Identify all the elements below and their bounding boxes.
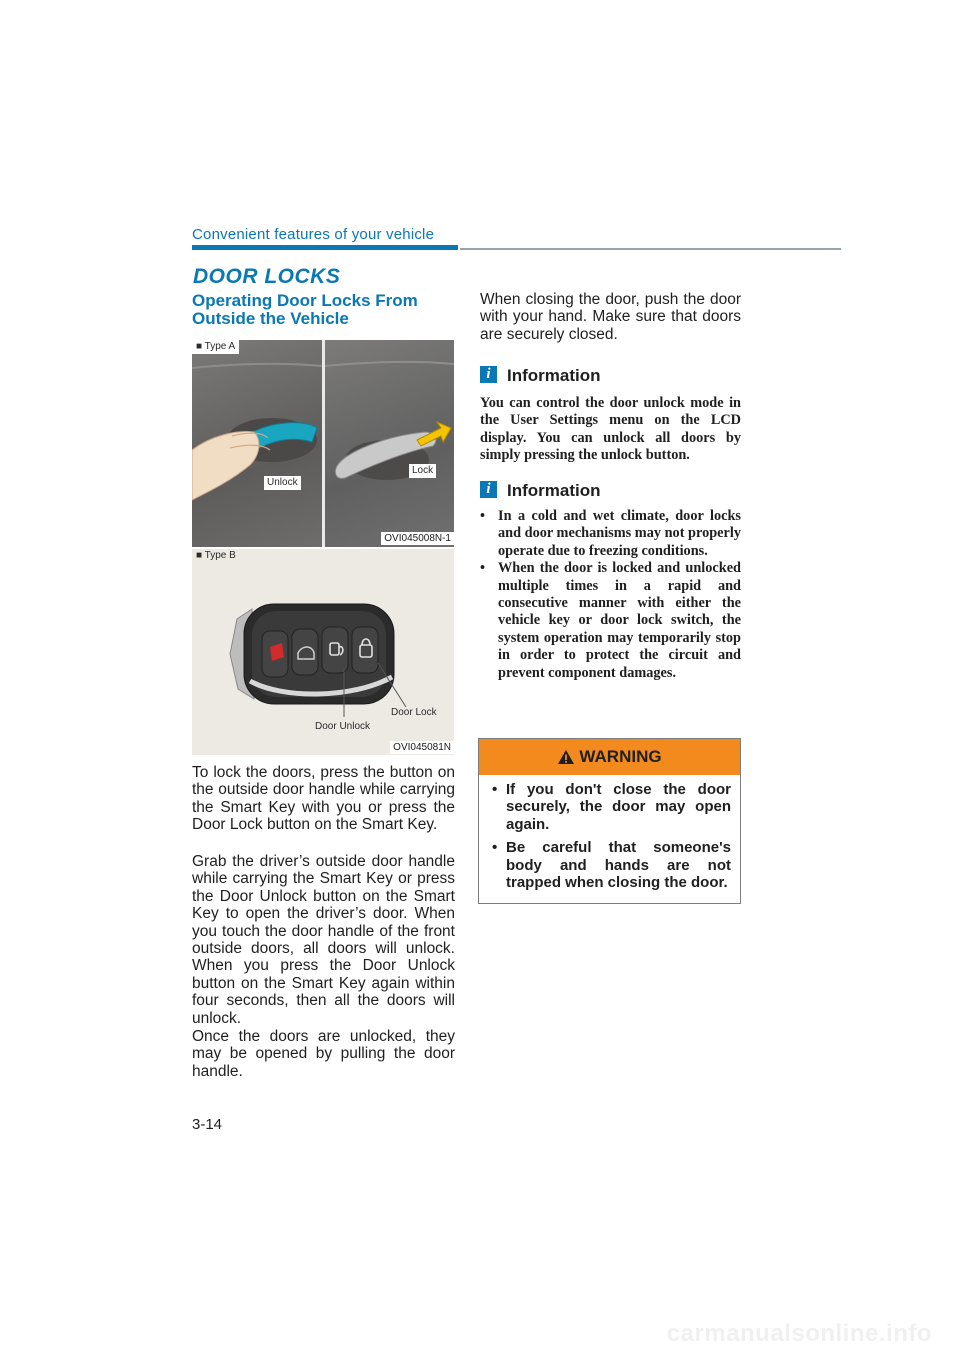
header-rule-blue — [192, 245, 458, 250]
list-item: • When the door is locked and unlocked multiple times in a rapid and consecutive manner with either the vehicle key or door lock switch, the system operation may temporarily stop in order to protect the circuit and prevent component damages. — [480, 560, 741, 681]
warning-header — [479, 739, 740, 775]
warning-triangle-icon — [557, 749, 575, 765]
door-handle-unlock-illustration — [192, 340, 322, 547]
bullet-dot-icon: • — [480, 560, 486, 577]
subsection-title: Operating Door Locks From Outside the Vehicle — [192, 291, 418, 328]
info-1-title: Information — [507, 366, 601, 385]
bullet-dot-icon: • — [480, 508, 486, 524]
list-item: • Be careful that someone's body and hands are not trapped when closing the door. — [492, 839, 731, 892]
information-icon: i — [480, 366, 497, 383]
callout-unlock: Unlock — [264, 476, 301, 490]
left-paragraph-3: Once the doors are unlocked, they may be opened by pulling the door handle. — [192, 1028, 455, 1080]
page-number: 3-14 — [192, 1116, 223, 1133]
info-2-title: Information — [507, 481, 601, 500]
warning-title: WARNING — [579, 747, 662, 766]
left-paragraph-1: To lock the doors, press the button on the outside door handle while carrying the Smart Key with you or press the Door Lock button on the Smart Key. — [192, 764, 455, 834]
bullet-dot-icon: • — [492, 781, 498, 798]
right-paragraph: When closing the door, push the door with your hand. Make sure that doors are securely closed. — [480, 291, 741, 343]
callout-door-lock: Door Lock — [391, 707, 437, 718]
list-item: • In a cold and wet climate, door locks and door mechanisms may not properly operate due to freezing conditions. — [480, 508, 741, 559]
warning-box — [478, 738, 741, 904]
door-panel-right — [325, 340, 454, 547]
page-title: DOOR LOCKS — [193, 265, 341, 288]
figure-type-b — [192, 549, 454, 755]
watermark: carmanualsonline.info — [666, 1320, 932, 1347]
list-item: • If you don't close the door securely, the door may open again. — [492, 781, 731, 833]
callout-door-unlock: Door Unlock — [315, 721, 371, 732]
left-paragraph-2: Grab the driver’s outside door handle while carrying the Smart Key or press the Door Unlock button on the Smart Key to open the driver’s door. When you touch the door handle of the front outside doors, all doors will unlock. When you press the Door Unlock button on the Smart Key again within four seconds, then all the doors will unlock. — [192, 853, 455, 1027]
figure-b-type-label: ■ Type B — [196, 550, 236, 561]
info-1-text: You can control the door unlock mode in the User Settings menu on the LCD display. You can unlock all doors by simply pressing the unlock button. — [480, 395, 741, 464]
bullet-dot-icon: • — [492, 839, 498, 857]
figure-a-code: OVI045008N-1 — [381, 532, 454, 545]
figure-a-type-label: ■ Type A — [192, 340, 239, 354]
callout-lock: Lock — [409, 464, 436, 478]
info-2-list — [480, 508, 741, 682]
information-icon: i — [480, 481, 497, 498]
figure-type-a — [192, 340, 454, 547]
door-handle-lock-illustration — [325, 340, 454, 547]
section-header: Convenient features of your vehicle — [192, 226, 435, 243]
warning-list — [492, 781, 731, 897]
figure-b-code: OVI045081N — [390, 741, 454, 754]
header-rule-gray — [460, 248, 841, 250]
door-panel-left — [192, 340, 322, 547]
